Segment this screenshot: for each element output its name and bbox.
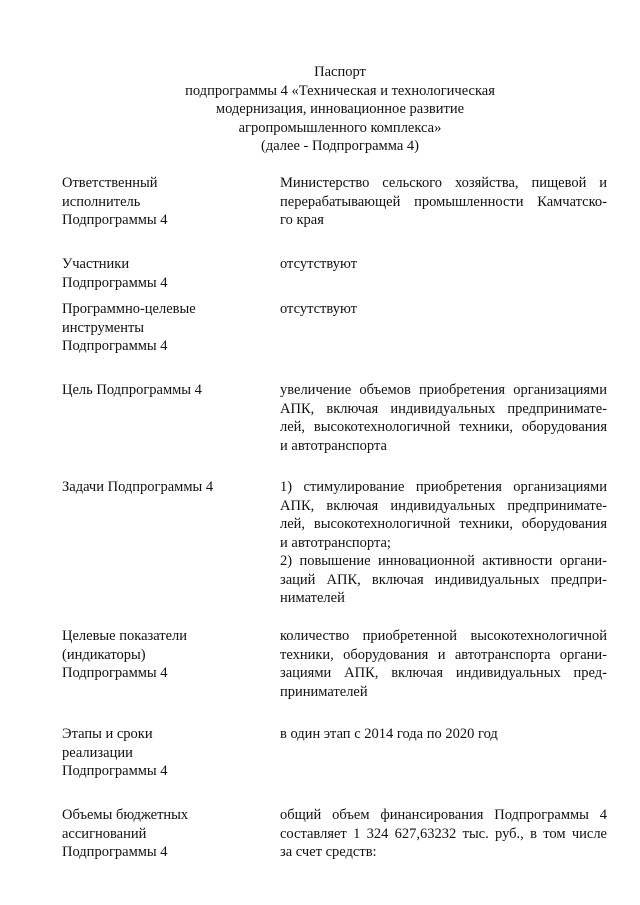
value-line: 2) повышение инновационной активности органи- — [280, 553, 607, 569]
passport-header — [150, 63, 530, 156]
header-title: Паспорт — [314, 64, 366, 80]
label-line: Целевые показатели — [62, 628, 188, 644]
row-value — [280, 627, 607, 701]
value-line: за счет средств: — [280, 844, 377, 860]
label-line: Подпрограммы 4 — [62, 844, 168, 860]
header-line: агропромышленного комплекса» — [238, 119, 442, 136]
label-line: Подпрограммы 4 — [62, 212, 168, 228]
value-line: и автотранспорта; — [280, 534, 391, 551]
header-line: подпрограммы 4 «Техническая и технологическая — [185, 82, 495, 99]
value-line: количество приобретенной высокотехнологичной — [280, 628, 607, 644]
value-line: увеличение объемов приобретения организациями — [280, 382, 607, 398]
row-label — [62, 174, 252, 230]
value-line: лей, высокотехнологичной техники, оборудования — [280, 516, 607, 532]
value-line: и автотранспорта — [280, 437, 387, 454]
row-label — [62, 478, 252, 497]
label-line: Подпрограммы 4 — [62, 274, 168, 291]
value-line: техники, оборудования и автотранспорта органи- — [280, 646, 607, 663]
header-line: модернизация, инновационное развитие — [215, 101, 465, 117]
label-line: Цель Подпрограммы 4 — [62, 382, 202, 398]
value-line: составляет 1 324 627,63232 тыс. руб., в том числе — [280, 825, 607, 842]
value-line: АПК, включая индивидуальных предпринимате- — [280, 400, 607, 417]
label-line: Подпрограммы 4 — [62, 763, 168, 779]
row-label — [62, 806, 252, 862]
label-line: Ответственный — [62, 175, 158, 191]
value-line: общий объем финансирования Подпрограммы 4 — [280, 807, 607, 823]
value-line: в один этап с 2014 года по 2020 год — [280, 726, 498, 742]
value-line: отсутствуют — [280, 301, 357, 317]
label-line: инструменты — [62, 319, 145, 336]
value-line: отсутствуют — [280, 256, 357, 272]
label-line: (индикаторы) — [62, 646, 146, 663]
value-line: заций АПК, включая индивидуальных предпри- — [280, 571, 607, 588]
label-line: Объемы бюджетных — [62, 807, 189, 823]
value-line: 1) стимулирование приобретения организациями — [280, 479, 607, 495]
row-label — [62, 627, 252, 683]
label-line: ассигнований — [62, 825, 147, 842]
label-line: исполнитель — [62, 193, 141, 210]
row-label — [62, 381, 252, 400]
label-line: Этапы и сроки — [62, 726, 153, 742]
row-value — [280, 725, 607, 744]
label-line: Задачи Подпрограммы 4 — [62, 479, 214, 495]
value-line: нимателей — [280, 590, 345, 606]
value-line: Министерство сельского хозяйства, пищевой и — [280, 175, 607, 191]
label-line: Программно-целевые — [62, 301, 196, 317]
row-value — [280, 381, 607, 455]
row-value — [280, 806, 607, 862]
label-line: Подпрограммы 4 — [62, 338, 168, 354]
label-line: реализации — [62, 744, 133, 761]
value-line: го края — [280, 212, 324, 228]
value-line: принимателей — [280, 683, 368, 700]
row-value — [280, 255, 607, 274]
value-line: перерабатывающей промышленности Камчатско- — [280, 193, 607, 210]
value-line: зациями АПК, включая индивидуальных пред- — [280, 665, 607, 681]
row-label — [62, 300, 252, 356]
label-line: Подпрограммы 4 — [62, 665, 168, 681]
label-line: Участники — [62, 256, 130, 272]
row-value — [280, 174, 607, 230]
value-line: лей, высокотехнологичной техники, оборудования — [280, 419, 607, 435]
row-value — [280, 300, 607, 319]
row-label — [62, 255, 252, 292]
header-line: (далее - Подпрограмма 4) — [261, 138, 419, 154]
value-line: АПК, включая индивидуальных предпринимате- — [280, 497, 607, 514]
row-value — [280, 478, 607, 608]
row-label — [62, 725, 252, 781]
